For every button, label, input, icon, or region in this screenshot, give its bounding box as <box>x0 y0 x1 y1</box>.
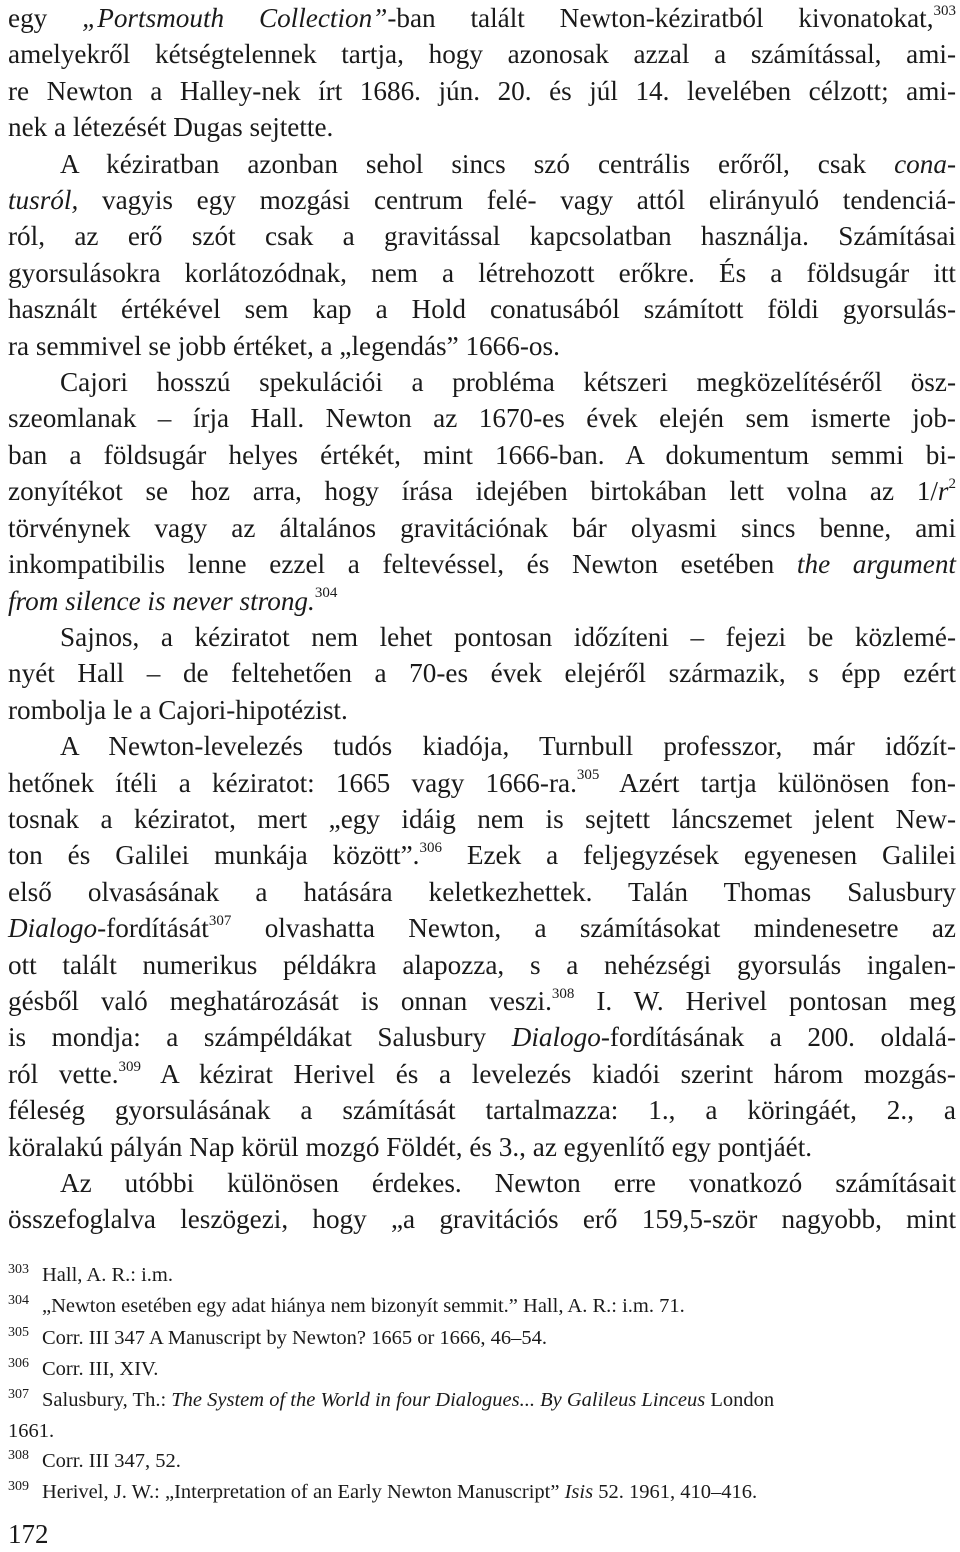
footnote-text: Hall, A. R.: i.m. <box>42 1264 173 1286</box>
text-line: tusról, vagyis egy mozgási centrum felé- vagy attól elirányuló tendenciá- <box>8 185 956 216</box>
text-line: nyét Hall – de feltehetően a 70-es évek elejéről származik, s épp ezért <box>8 658 956 689</box>
page-number: 172 <box>8 1519 49 1549</box>
footnote <box>8 1478 956 1509</box>
text-line: szeomlanak – írja Hall. Newton az 1670-es évek elején sem ismerte job- <box>8 403 956 434</box>
footnote <box>8 1261 956 1292</box>
footnote-text: „Newton esetében egy adat hiánya nem bizonyít semmit.” Hall, A. R.: i.m. 71. <box>42 1295 685 1318</box>
text-line: A Newton-levelezés tudós kiadója, Turnbull professzor, már időzít- <box>60 731 956 762</box>
footnote-number: 307 <box>8 1387 29 1403</box>
footnote-text: Salusbury, Th.: The System of the World in four Dialogues... By Galileus Linceus London <box>42 1389 775 1412</box>
text-line: ról, az erő szót csak a gravitással kapcsolatban használja. Számításai <box>8 221 956 252</box>
text-line: tosnak a kéziratot, mert „egy idáig nem is sejtett láncszemet jelent New- <box>8 803 956 834</box>
text-line: amelyekről kétségtelennek tartja, hogy azonosak azzal a számítással, ami- <box>8 39 956 70</box>
footnote-number: 303 <box>8 1262 29 1277</box>
text-line: ban a földsugár helyes értékét, mint 1666-ban. A dokumentum semmi bi- <box>8 439 956 470</box>
text-line: is mondja: a számpéldákat Salusbury Dialogo-fordításának a 200. oldalá- <box>8 1022 956 1053</box>
footnote-text: Herivel, J. W.: „Interpretation of an Early Newton Manuscript” Isis 52. 1961, 410–416. <box>42 1481 758 1504</box>
text-line: rombolja le a Cajori-hipotézist. <box>8 694 348 725</box>
text-line: hetőnek ítéli a kéziratot: 1665 vagy 1666-ra.$^{305}$ Azért tartja különösen fon- <box>8 767 956 798</box>
text-line: féleség gyorsulásának a számítását tartalmazza: 1., a köringáét, 2., a <box>8 1095 956 1126</box>
footnote-number: 306 <box>8 1355 29 1371</box>
footnote-number: 305 <box>8 1324 29 1340</box>
body-text <box>8 0 956 1238</box>
text-line: ton és Galilei munkája között”.$^{306}$ Ezek a feljegyzések egyenesen Galilei <box>8 840 957 871</box>
footnote <box>8 1292 956 1323</box>
footnote <box>8 1417 956 1446</box>
footnote-number: 308 <box>8 1447 29 1463</box>
footnote <box>8 1386 956 1417</box>
footnote <box>8 1355 956 1386</box>
text-line: összefoglalva leszögezi, hogy „a gravitációs erő 159,5-ször nagyobb, mint <box>8 1204 956 1235</box>
text-line: Sajnos, a kéziratot nem lehet pontosan időzíteni – fejezi be közlemé- <box>60 621 956 652</box>
text-line: Dialogo-fordítását$^{307}$ olvashatta Newton, a számításokat mindenesetre az <box>8 913 956 944</box>
text-line: A kéziratban azonban sehol sincs szó centrális erőről, csak cona- <box>60 148 956 179</box>
footnote-number: 309 <box>8 1479 29 1495</box>
text-line: nek a létezését Dugas sejtette. <box>8 112 334 143</box>
text-line: zonyítékot se hoz arra, hogy írása idejében birtokában lett volna az $1/r^2$ <box>8 476 956 507</box>
footnote-text: 1661. <box>8 1420 55 1443</box>
footnote <box>8 1447 956 1478</box>
text-line: Az utóbbi különösen érdekes. Newton erre vonatkozó számításait <box>60 1168 956 1198</box>
footnote-text: Corr. III 347 A Manuscript by Newton? 1665 or 1666, 46–54. <box>42 1326 548 1349</box>
text-line: Cajori hosszú spekulációi a probléma kétszeri megközelítéséről ösz- <box>60 367 956 398</box>
text-line: köralakú pályán Nap körül mozgó Földét, és 3., az egyenlítő egy pontjáét. <box>8 1131 813 1162</box>
text-line: re Newton a Halley-nek írt 1686. jún. 20. és júl 14. levelében célzott; ami- <box>8 75 956 106</box>
text-line: ott talált numerikus példákra alapozza, s a nehézségi gyorsulás ingalen- <box>8 949 956 980</box>
text-line: from silence is never strong.$^{304}$ <box>8 585 338 616</box>
text-line: ról vette.$^{309}$ A kézirat Herivel és a levelezés kiadói szerint három mozgás- <box>8 1058 956 1089</box>
text-line: törvénynek vagy az általános gravitációnak bár olyasmi sincs benne, ami <box>8 512 956 543</box>
text-line: gésből való meghatározását is onnan veszi.$^{308}$ I. W. Herivel pontosan meg <box>8 985 956 1016</box>
footnotes <box>8 1261 956 1509</box>
text-line: egy „Portsmouth Collection”-ban talált Newton-kéziratból kivonatokat,$^{303}$ <box>8 2 957 33</box>
text-line: gyorsulásokra korlátozódnak, nem a létrehozott erőkre. És a földsugár itt <box>8 257 956 288</box>
footnote <box>8 1324 956 1355</box>
footnote-text: Corr. III, XIV. <box>42 1357 159 1380</box>
text-line: első olvasásának a hatására keletkezhettek. Talán Thomas Salusbury <box>8 876 956 907</box>
page <box>8 0 956 1238</box>
footnote-number: 304 <box>8 1293 29 1309</box>
text-line: használt értékével sem kap a Hold conatusából számított földi gyorsulás- <box>8 294 956 325</box>
footnote-text: Corr. III 347, 52. <box>42 1449 181 1472</box>
text-line: inkompatibilis lenne ezzel a feltevéssel, és Newton esetében the argument <box>8 549 956 580</box>
text-line: ra semmivel se jobb értéket, a „legendás” 1666-os. <box>8 330 560 361</box>
